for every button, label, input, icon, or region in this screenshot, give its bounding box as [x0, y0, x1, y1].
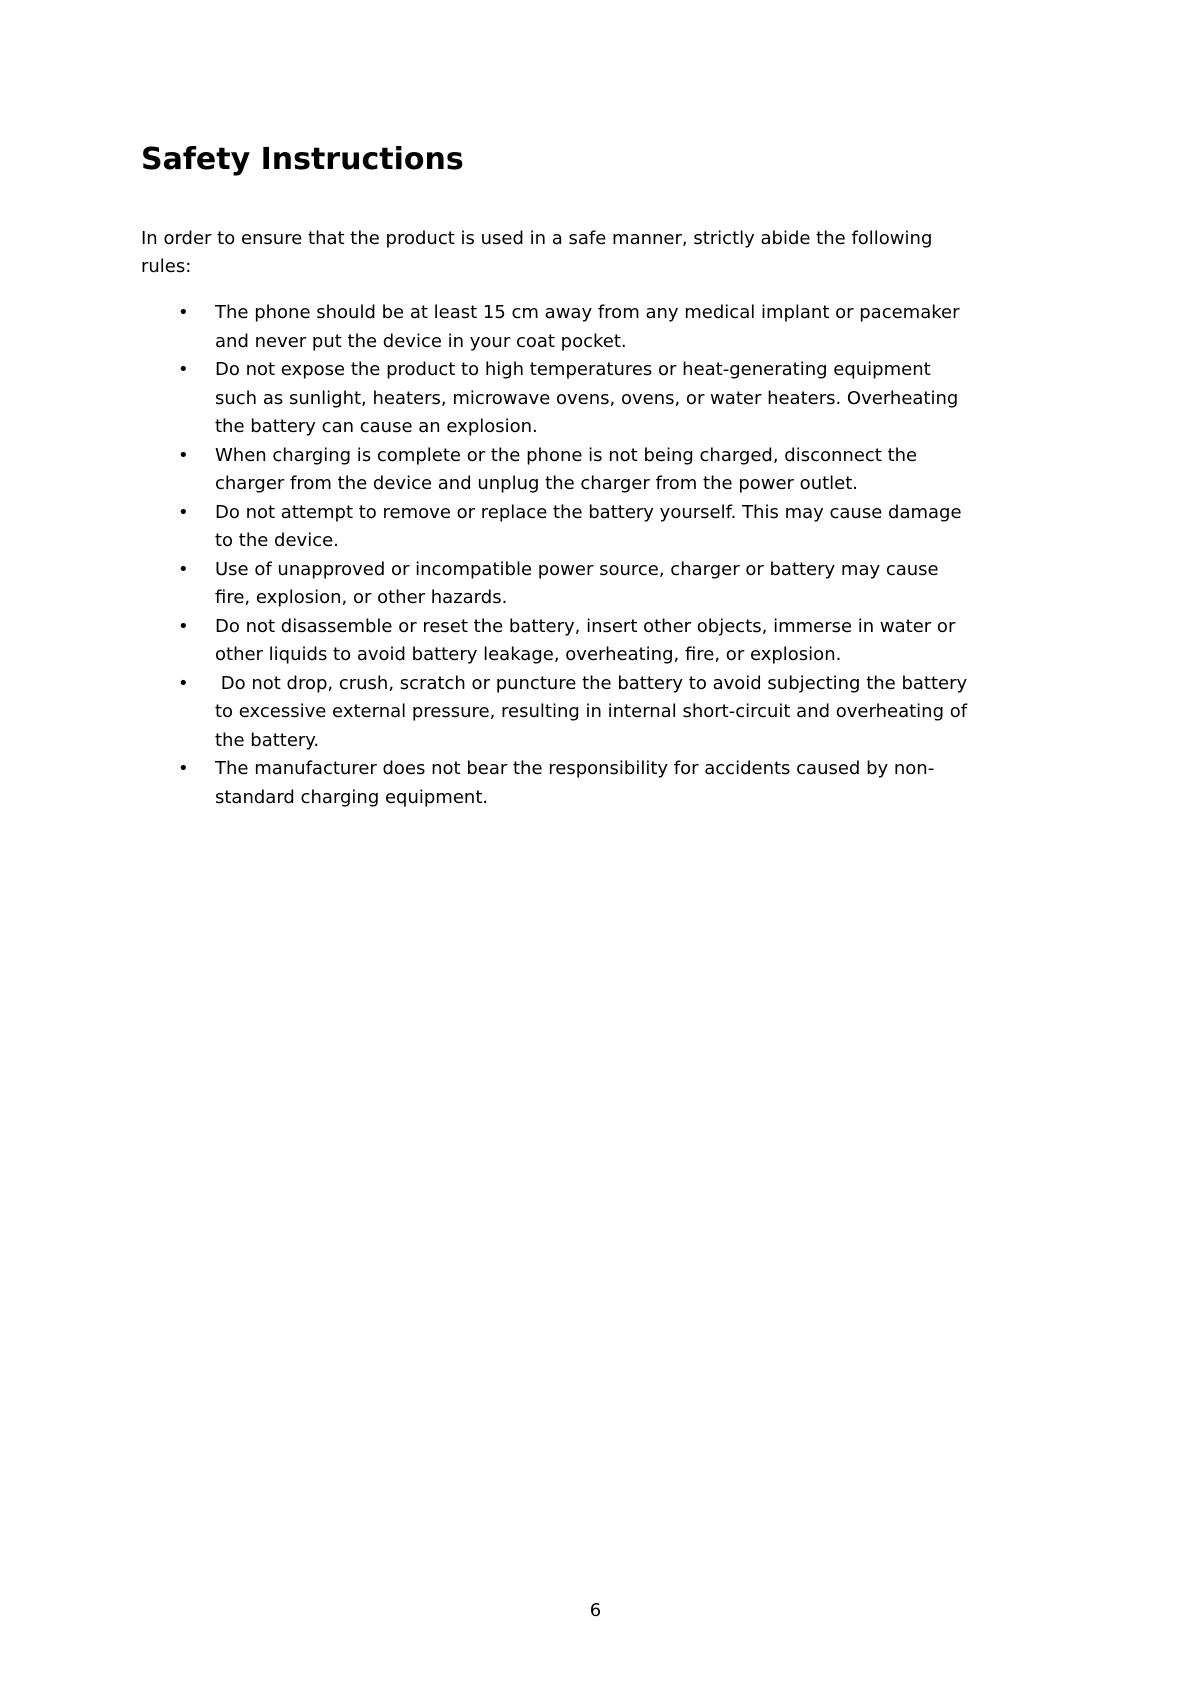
bullet-icon: •: [178, 359, 189, 380]
safety-rules-list: [0, 299, 967, 812]
list-item: [0, 299, 967, 356]
bullet-icon: •: [178, 758, 189, 779]
list-item: [0, 755, 967, 812]
list-item-line: the battery can cause an explosion.: [215, 416, 538, 437]
list-item-line: the battery.: [215, 729, 320, 751]
list-item-line: When charging is complete or the phone is not being charged, disconnect the: [215, 444, 918, 466]
list-item-line: The phone should be at least 15 cm away from any medical implant or pacemaker: [215, 302, 960, 323]
list-item-line: to excessive external pressure, resulting in internal short-circuit and overheating of: [215, 701, 968, 722]
list-item-line: Do not disassemble or reset the battery, insert other objects, immerse in water or: [215, 615, 956, 637]
bullet-icon: •: [178, 615, 189, 637]
list-item-line: other liquids to avoid battery leakage, overheating, fire, or explosion.: [215, 644, 842, 665]
list-item: [0, 499, 967, 556]
list-item-line: to the device.: [215, 530, 339, 551]
list-item-line: standard charging equipment.: [215, 786, 489, 808]
list-item: [0, 442, 967, 499]
list-item-line: Do not expose the product to high temperatures or heat-generating equipment: [215, 359, 931, 380]
list-item-line: and never put the device in your coat pocket.: [215, 330, 627, 352]
list-item: [0, 556, 967, 613]
intro-paragraph: [141, 225, 932, 281]
bullet-icon: •: [178, 444, 189, 466]
bullet-icon: •: [178, 672, 189, 694]
list-item-line: The manufacturer does not bear the responsibility for accidents caused by non-: [215, 758, 935, 779]
list-item-line: Use of unapproved or incompatible power source, charger or battery may cause: [215, 558, 939, 580]
bullet-icon: •: [178, 501, 189, 523]
page-number: 6: [589, 1600, 602, 1621]
list-item: [0, 670, 967, 756]
intro-line: In order to ensure that the product is used in a safe manner, strictly abide the following: [141, 228, 933, 249]
list-item-line: charger from the device and unplug the charger from the power outlet.: [215, 473, 859, 494]
list-item-line: fire, explosion, or other hazards.: [215, 587, 508, 608]
list-item: [0, 356, 967, 442]
list-item-line: such as sunlight, heaters, microwave ovens, ovens, or water heaters. Overheating: [215, 387, 959, 409]
bullet-icon: •: [178, 558, 189, 580]
intro-line: rules:: [141, 256, 192, 277]
list-item: [0, 613, 967, 670]
list-item-line: Do not attempt to remove or replace the battery yourself. This may cause damage: [215, 501, 962, 523]
page-title: Safety Instructions: [141, 142, 464, 177]
list-item-line: Do not drop, crush, scratch or puncture the battery to avoid subjecting the battery: [215, 672, 968, 694]
bullet-icon: •: [178, 302, 189, 323]
